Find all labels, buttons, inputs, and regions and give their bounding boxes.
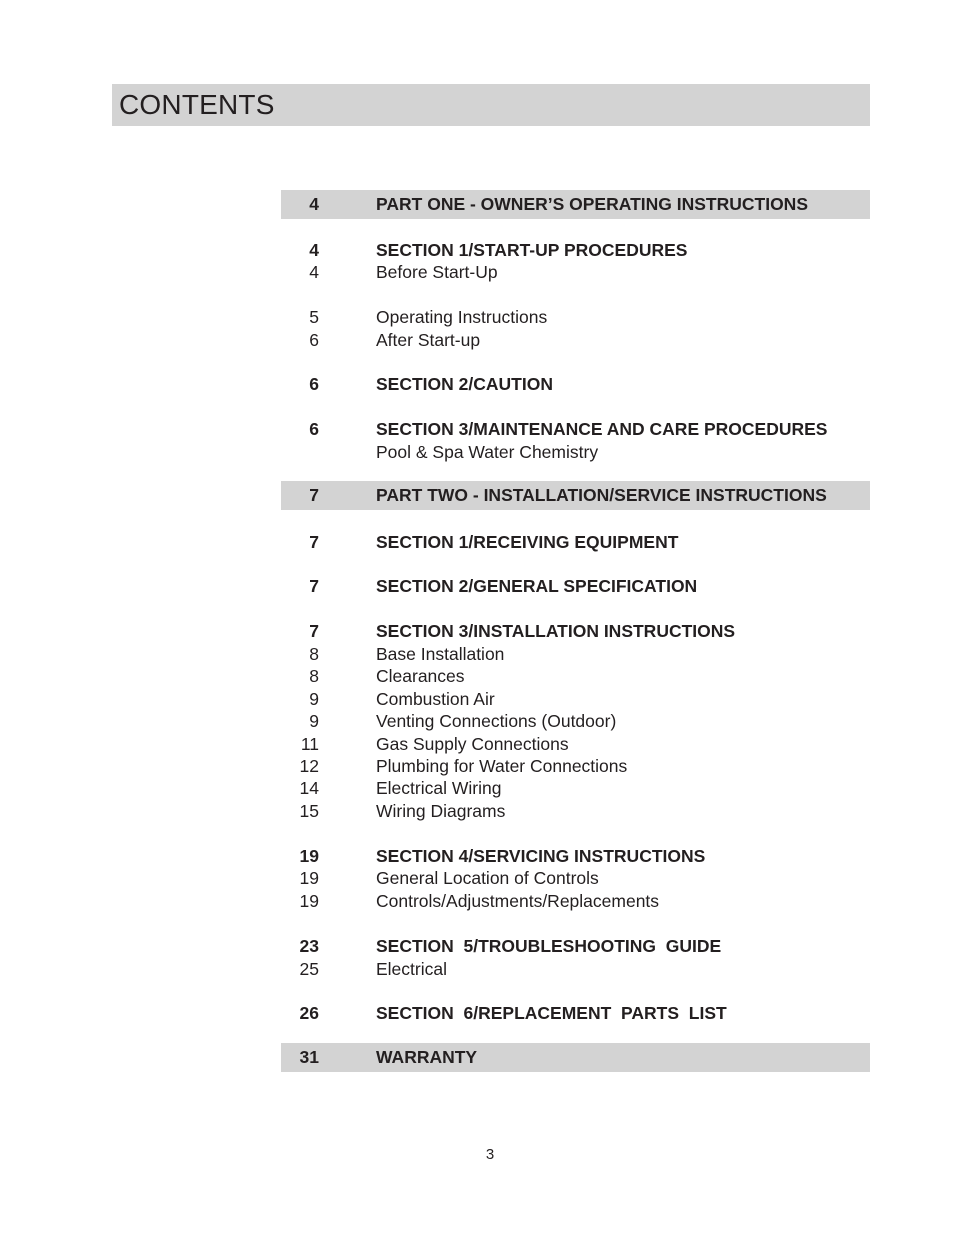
toc-item-row bbox=[281, 888, 870, 914]
toc-entry-label: Combustion Air bbox=[376, 689, 495, 709]
toc-entry-label: Pool & Spa Water Chemistry bbox=[376, 442, 599, 462]
toc-page-number: 6 bbox=[309, 374, 319, 394]
toc-entry-label: PART TWO - INSTALLATION/SERVICE INSTRUCTIONS bbox=[376, 485, 827, 505]
toc-page-number: 6 bbox=[309, 419, 319, 439]
toc-page-number: 8 bbox=[309, 666, 319, 686]
toc-entry-label: SECTION 6/REPLACEMENT PARTS LIST bbox=[376, 1003, 727, 1023]
toc-entry-label: SECTION 3/INSTALLATION INSTRUCTIONS bbox=[376, 621, 736, 641]
contents-header-bar bbox=[112, 84, 870, 126]
toc-page-number: 8 bbox=[309, 644, 319, 664]
toc-page-number: 5 bbox=[309, 307, 319, 327]
toc-page-number: 11 bbox=[300, 734, 319, 754]
toc-entry-label: Before Start-Up bbox=[376, 262, 498, 282]
toc-entry-label: SECTION 5/TROUBLESHOOTING GUIDE bbox=[376, 936, 722, 956]
toc-entry-label: Gas Supply Connections bbox=[376, 734, 569, 754]
toc-item-row bbox=[281, 327, 870, 353]
toc-page-number: 26 bbox=[299, 1003, 319, 1023]
toc-entry-label: Operating Instructions bbox=[376, 307, 548, 327]
toc-section-row bbox=[281, 371, 870, 397]
page-title: CONTENTS bbox=[119, 89, 275, 120]
toc-item-row bbox=[281, 259, 870, 285]
toc-section-row bbox=[281, 529, 870, 555]
toc-entry-label: After Start-up bbox=[376, 330, 481, 350]
toc-page-number: 23 bbox=[299, 936, 319, 956]
toc-page-number: 12 bbox=[299, 756, 319, 776]
toc-entry-label: SECTION 4/SERVICING INSTRUCTIONS bbox=[376, 846, 706, 866]
toc-entry-label: Clearances bbox=[376, 666, 465, 686]
toc-page-number: 7 bbox=[309, 485, 319, 505]
toc-entry-label: Controls/Adjustments/Replacements bbox=[376, 891, 660, 911]
page-number: 3 bbox=[485, 1146, 495, 1163]
toc-part-row bbox=[281, 1043, 870, 1072]
toc-entry-label: General Location of Controls bbox=[376, 868, 599, 888]
toc-entry-label: Plumbing for Water Connections bbox=[376, 756, 628, 776]
toc-section-row bbox=[281, 1000, 870, 1026]
toc-page-number: 7 bbox=[309, 621, 319, 641]
toc-entry-label: Electrical bbox=[376, 959, 447, 979]
toc-page-number: 4 bbox=[309, 262, 319, 282]
toc-entry-label: Base Installation bbox=[376, 644, 505, 664]
toc-item-row bbox=[281, 798, 870, 824]
toc-entry-label: SECTION 2/GENERAL SPECIFICATION bbox=[376, 576, 698, 596]
toc-page-number: 19 bbox=[299, 846, 319, 866]
toc-part-row bbox=[281, 481, 870, 510]
toc-entry-label: Venting Connections (Outdoor) bbox=[376, 711, 617, 731]
toc-part-row bbox=[281, 190, 870, 219]
toc-entry-label: Electrical Wiring bbox=[376, 778, 502, 798]
toc-page-number: 15 bbox=[299, 801, 319, 821]
toc-page-number: 25 bbox=[299, 959, 319, 979]
toc-entry-label: WARRANTY bbox=[376, 1047, 478, 1067]
toc-page-number: 9 bbox=[309, 689, 319, 709]
toc-page-number: 19 bbox=[299, 868, 319, 888]
toc-entry-label: SECTION 2/CAUTION bbox=[376, 374, 553, 394]
toc-page-number: 14 bbox=[299, 778, 319, 798]
toc-page-number: 6 bbox=[309, 330, 319, 350]
toc-page-number: 9 bbox=[309, 711, 319, 731]
toc-item-row bbox=[281, 956, 870, 982]
toc-entry-label: SECTION 1/START-UP PROCEDURES bbox=[376, 240, 688, 260]
toc-entry-label: Wiring Diagrams bbox=[376, 801, 506, 821]
toc-page-number: 7 bbox=[309, 532, 319, 552]
toc-page-number: 4 bbox=[309, 194, 319, 214]
toc-page-number: 31 bbox=[299, 1047, 319, 1067]
toc-page-number: 4 bbox=[309, 240, 319, 260]
toc-item-row bbox=[281, 439, 870, 465]
toc-entry-label: SECTION 1/RECEIVING EQUIPMENT bbox=[376, 532, 679, 552]
toc-page-number: 19 bbox=[299, 891, 319, 911]
toc-entry-label: SECTION 3/MAINTENANCE AND CARE PROCEDURES bbox=[376, 419, 828, 439]
toc-page-number: 7 bbox=[309, 576, 319, 596]
toc-entry-label: PART ONE - OWNER’S OPERATING INSTRUCTIONS bbox=[376, 194, 808, 214]
toc-section-row bbox=[281, 573, 870, 599]
